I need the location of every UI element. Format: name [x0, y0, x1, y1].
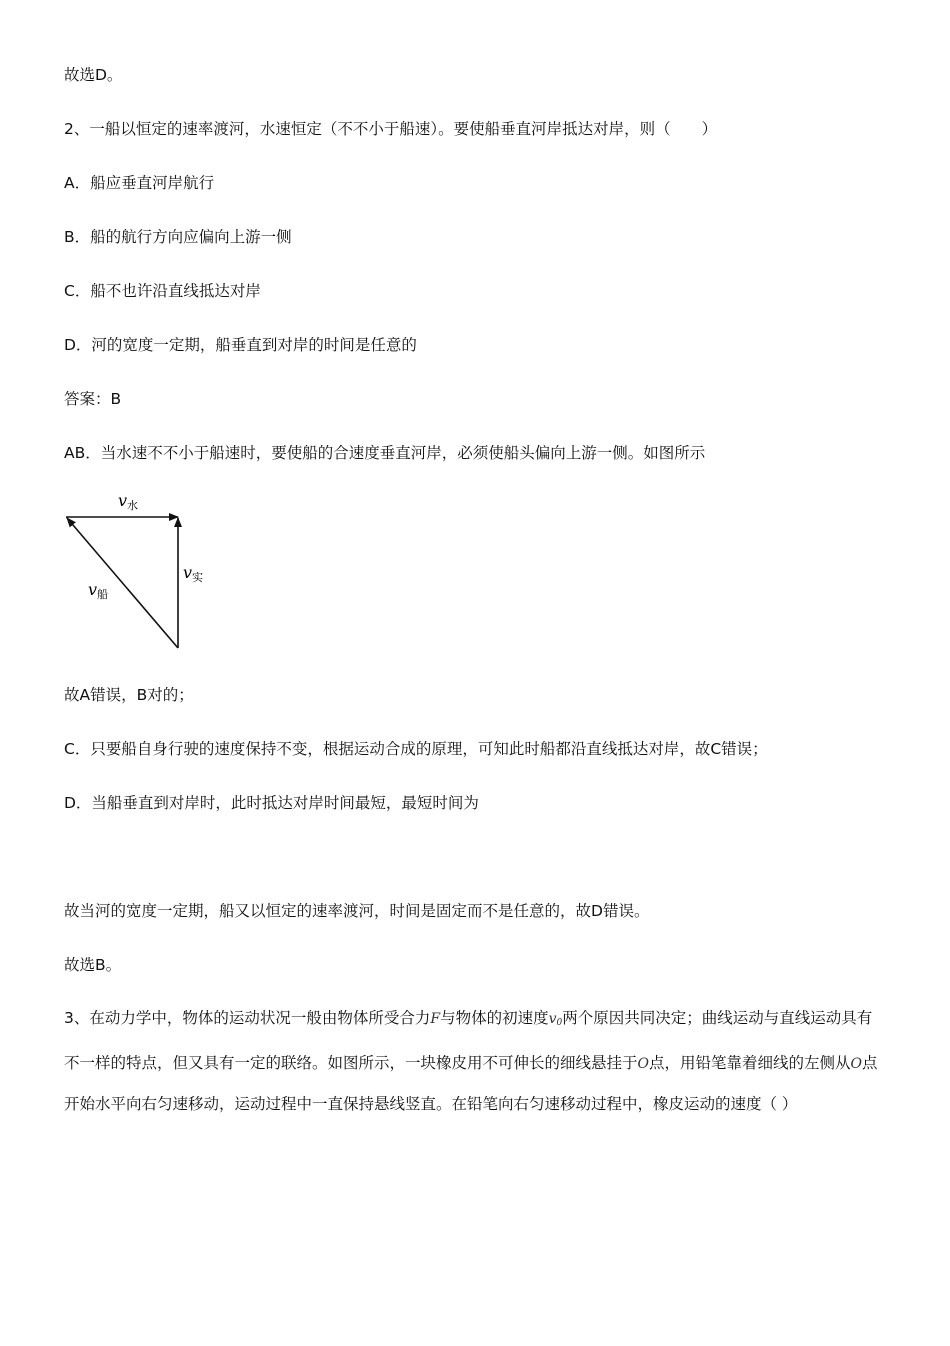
conclusion-d: 故当河的宽度一定期，船又以恒定的速率渡河，时间是固定而不是任意的，故D错误。	[64, 902, 650, 920]
math-v0: $v_0$	[548, 1011, 563, 1028]
question-2-stem: 2、一船以恒定的速率渡河，水速恒定（不不小于船速）。要使船垂直河岸抵达对岸，则（ ）	[64, 120, 718, 138]
explanation-c: C．只要船自身行驶的速度保持不变，根据运动合成的原理，可知此时船都沿直线抵达对岸，故C错误；	[64, 740, 768, 758]
explanation-ab: AB．当水速不不小于船速时，要使船的合速度垂直河岸，必须使船头偏向上游一侧。如图所示	[64, 444, 706, 462]
conclusion-ab: 故A错误，B对的；	[64, 686, 194, 704]
label-v-actual: v实	[183, 563, 204, 584]
option-d: D．河的宽度一定期，船垂直到对岸的时间是任意的	[64, 336, 417, 354]
text-line: 故选B。	[64, 956, 122, 974]
explanation-d: D．当船垂直到对岸时，此时抵达对岸时间最短，最短时间为	[64, 794, 479, 812]
math-o: O	[850, 1056, 862, 1072]
option-a: A．船应垂直河岸航行	[64, 174, 215, 192]
q3-text: 两个原因共同决定；曲线运动与直线运动具有不一样的特点，但又具有一定的联络。如图所示，一块橡皮用不可伸长的细线悬挂于	[64, 1009, 873, 1072]
q3-text: 点，用铅笔靠着细线的左侧从	[649, 1054, 851, 1072]
text-line: 故选D。	[64, 66, 123, 84]
q3-text: 与物体的初速度	[440, 1009, 549, 1027]
math-f: F	[430, 1011, 441, 1027]
boat-velocity-arrow	[67, 518, 178, 648]
q3-text: 3、在动力学中，物体的运动状况一般由物体所受合力	[64, 1009, 431, 1027]
option-c: C．船不也许沿直线抵达对岸	[64, 282, 261, 300]
label-v-water: v水	[118, 491, 139, 512]
math-o: O	[637, 1056, 649, 1072]
q3-text: 点开始水平向右匀速移动，运动过程中一直保持悬线竖直。在铅笔向右匀速移动过程中，橡皮运动的速度（ ）	[64, 1054, 878, 1113]
label-v-boat: v船	[88, 580, 109, 601]
velocity-vector-diagram	[60, 488, 220, 658]
option-b: B．船的航行方向应偏向上游一侧	[64, 228, 292, 246]
answer: 答案：B	[64, 390, 122, 408]
question-3-stem	[64, 998, 884, 1124]
